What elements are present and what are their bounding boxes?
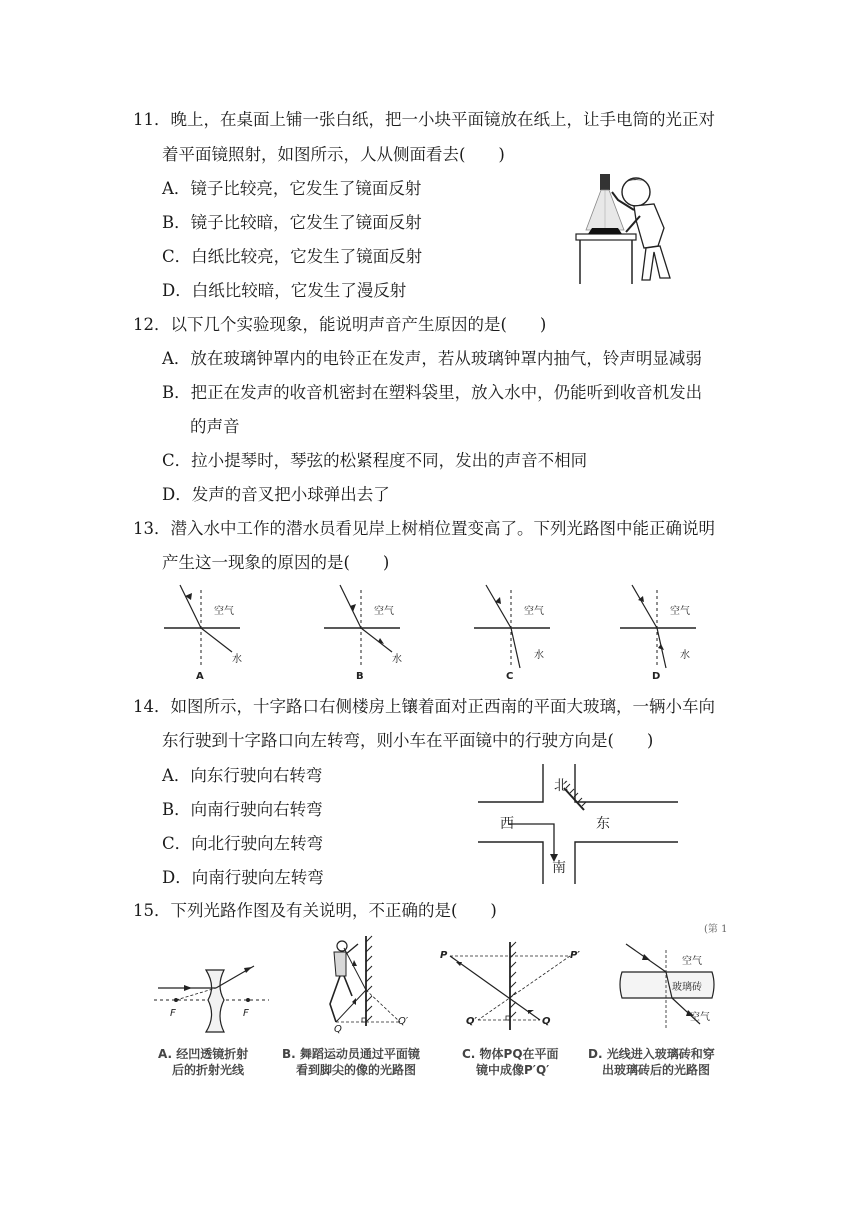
q13-a-water-label: 水 xyxy=(232,654,242,665)
q13-b-label: B xyxy=(356,671,364,682)
q11-option-c[interactable]: C．白纸比较亮，它发生了镜面反射 xyxy=(162,247,423,266)
q15-figure-a-concave-lens[interactable] xyxy=(154,940,274,1035)
q13-diagram-b[interactable] xyxy=(320,582,410,682)
q15-caption-d: D. 光线进入玻璃砖和穿 出玻璃砖后的光路图 xyxy=(588,1047,715,1077)
q11-stem-line2: 着平面镜照射，如图所示，人从侧面看去( ) xyxy=(162,145,505,164)
q11-option-b[interactable]: B．镜子比较暗，它发生了镜面反射 xyxy=(162,213,422,232)
q14-stem-line2: 东行驶到十字路口向左转弯，则小车在平面镜中的行驶方向是( ) xyxy=(162,731,654,750)
q15-b-qprime-label: Q′ xyxy=(398,1016,409,1027)
q13-a-air-label: 空气 xyxy=(214,606,234,617)
q12-option-d[interactable]: D．发声的音叉把小球弹出去了 xyxy=(162,485,390,504)
q15-figure-b-dancer-mirror[interactable] xyxy=(300,934,420,1034)
q13-diagram-c[interactable] xyxy=(470,582,560,682)
q12-option-b[interactable]: B．把正在发声的收音机密封在塑料袋里，放入水中，仍能听到收音机发出 xyxy=(162,383,703,402)
q13-diagram-d[interactable] xyxy=(616,582,706,682)
q15-a-focus-left: F xyxy=(170,1008,176,1019)
q15-c-qprime-label: Q′ xyxy=(466,1016,478,1027)
q15-corner-mark: (第 1 xyxy=(704,924,728,935)
q13-a-label: A xyxy=(196,671,204,682)
q14-west-label: 西 xyxy=(500,816,514,832)
q11-option-d[interactable]: D．白纸比较暗，它发生了漫反射 xyxy=(162,281,407,300)
q12-option-b-continued: 的声音 xyxy=(190,417,240,436)
q14-east-label: 东 xyxy=(596,816,610,832)
q15-stem: 15．下列光路作图及有关说明，不正确的是( ) xyxy=(133,901,497,920)
q15-caption-c: C. 物体PQ在平面 镜中成像P′Q′ xyxy=(462,1047,559,1077)
q13-d-label: D xyxy=(652,671,661,682)
q12-option-a[interactable]: A．放在玻璃钟罩内的电铃正在发声，若从玻璃钟罩内抽气，铃声明显减弱 xyxy=(162,349,702,368)
q12-stem: 12．以下几个实验现象，能说明声音产生原因的是( ) xyxy=(133,315,547,334)
q13-c-air-label: 空气 xyxy=(524,606,544,617)
q14-option-b[interactable]: B．向南行驶向右转弯 xyxy=(162,800,323,819)
q13-b-water-label: 水 xyxy=(392,654,402,665)
q13-diagram-a[interactable] xyxy=(160,582,250,682)
q15-figure-d-glass-block[interactable] xyxy=(614,940,734,1035)
q14-option-d[interactable]: D．向南行驶向左转弯 xyxy=(162,868,324,887)
q15-caption-b: B. 舞蹈运动员通过平面镜 看到脚尖的像的光路图 xyxy=(282,1047,420,1077)
q15-caption-a: A. 经凹透镜折射 后的折射光线 xyxy=(158,1047,249,1077)
q13-c-water-label: 水 xyxy=(534,650,544,661)
q12-option-c[interactable]: C．拉小提琴时，琴弦的松紧程度不同，发出的声音不相同 xyxy=(162,451,588,470)
q14-south-label: 南 xyxy=(552,860,566,876)
q11-flashlight-figure xyxy=(574,170,694,288)
q14-intersection-figure xyxy=(478,764,678,884)
q15-d-glass-label: 玻璃砖 xyxy=(672,982,702,993)
q15-c-pprime-label: P′ xyxy=(570,950,580,961)
q13-d-air-label: 空气 xyxy=(670,606,690,617)
q15-d-air-top: 空气 xyxy=(682,956,702,967)
q14-north-label: 北 xyxy=(554,778,568,794)
q11-option-a[interactable]: A．镜子比较亮，它发生了镜面反射 xyxy=(162,179,422,198)
q13-b-air-label: 空气 xyxy=(374,606,394,617)
q15-a-focus-right: F xyxy=(243,1008,249,1019)
q14-option-c[interactable]: C．向北行驶向左转弯 xyxy=(162,834,324,853)
q11-stem-line1: 11．晚上，在桌面上铺一张白纸，把一小块平面镜放在纸上，让手电筒的光正对 xyxy=(133,110,715,129)
q15-c-q-label: Q xyxy=(542,1016,551,1027)
q13-d-water-label: 水 xyxy=(680,650,690,661)
q14-option-a[interactable]: A．向东行驶向右转弯 xyxy=(162,766,323,785)
q15-figure-c-plane-mirror-image[interactable] xyxy=(436,938,586,1033)
q13-stem-line1: 13．潜入水中工作的潜水员看见岸上树梢位置变高了。下列光路图中能正确说明 xyxy=(133,519,715,538)
q13-stem-line2: 产生这一现象的原因的是( ) xyxy=(162,553,390,572)
q14-stem-line1: 14．如图所示，十字路口右侧楼房上镶着面对正西南的平面大玻璃，一辆小车向 xyxy=(133,697,715,716)
q15-d-air-bottom: 空气 xyxy=(690,1012,710,1023)
q13-c-label: C xyxy=(506,671,514,682)
q15-c-p-label: P xyxy=(440,950,448,961)
q15-b-q-label: Q xyxy=(334,1024,342,1034)
